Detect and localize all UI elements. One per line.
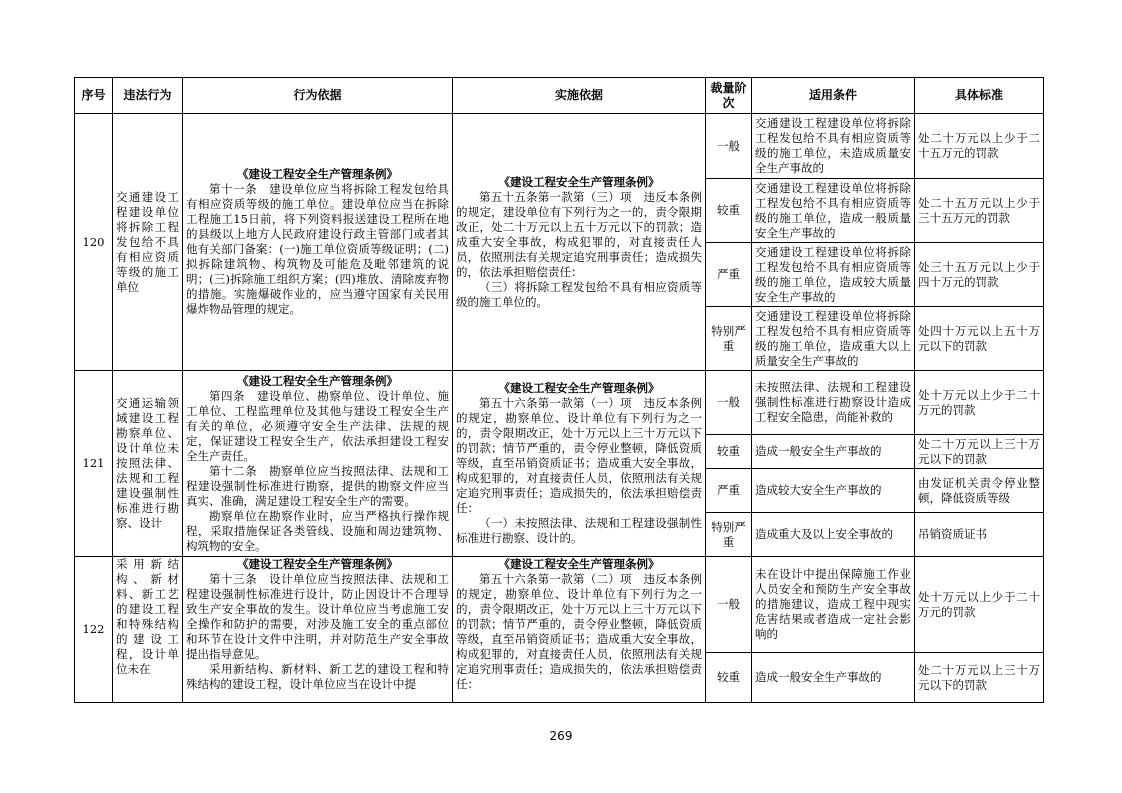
row-number: 121	[75, 371, 113, 557]
standard-cell: 处十万元以上少于二十万元的罚款	[915, 371, 1044, 435]
law-paragraph: 第十一条 建设单位应当将拆除工程发包给具有相应资质等级的施工单位。建设单位应当在拆除工程施工15日前，将下列资料报送建设工程所在地的县级以上地方人民政府建设行政主管部门或者其他有关部门备案：(一)施工单位资质等级证明；(二)拟拆除建筑物、构筑物及可能危及毗邻建筑的说明；(三)拆除施工组织方案；(四)堆放、清除废弃物的措施。实施爆破作业的，应当遵守国家有关民用爆炸物品管理的规定。	[186, 182, 449, 316]
level-cell: 特别严重	[706, 307, 752, 371]
level-cell: 特别严重	[706, 513, 752, 557]
header-basis: 行为依据	[183, 78, 453, 114]
law-title: 《建设工程安全生产管理条例》	[237, 373, 398, 388]
law-title: 《建设工程安全生产管理条例》	[498, 381, 660, 395]
law-paragraph: 第十二条 勘察单位应当按照法律、法规和工程建设强制性标准进行勘察，提供的勘察文件应当真实、准确，满足建设工程安全生产的需要。	[186, 463, 449, 508]
table-row	[75, 114, 1044, 179]
row-number: 122	[75, 557, 113, 703]
header-standard: 具体标准	[915, 78, 1044, 114]
law-paragraph: 第五十五条第一款第（三）项 违反本条例的规定，建设单位有下列行为之一的，责令限期改正，处二十万元以上五十万元以下的罚款；造成重大安全事故，构成犯罪的，对直接责任人员，依照刑法有关规定追究刑事责任；造成损失的，依法承担赔偿责任：	[456, 189, 702, 279]
basis-cell	[183, 114, 453, 371]
implementation-cell	[453, 371, 706, 557]
level-cell: 严重	[706, 469, 752, 513]
condition-cell: 造成一般安全生产事故的	[752, 653, 915, 703]
table-row	[75, 557, 1044, 653]
level-cell: 一般	[706, 557, 752, 653]
law-paragraph: 第五十六条第一款第（二）项 违反本条例的规定，勘察单位、设计单位有下列行为之一的，责令限期改正，处十万元以上三十万元以下的罚款；情节严重的，责令停业整顿，降低资质等级，直至吊销资质证书；造成重大安全事故，构成犯罪的，对直接责任人员，依照刑法有关规定追究刑事责任；造成损失的，依法承担赔偿责任：	[456, 572, 702, 691]
table-header-row	[75, 78, 1044, 114]
violation-cell: 采用新结构、新材料、新工艺的建设工程和特殊结构的建设工程，设计单位未在	[113, 557, 183, 703]
implementation-cell	[453, 114, 706, 371]
condition-cell: 未按照法律、法规和工程建设强制性标准进行勘察设计造成工程安全隐患，尚能补救的	[752, 371, 915, 435]
condition-cell: 交通建设工程建设单位将拆除工程发包给不具有相应资质等级的施工单位，造成一般质量安全生产事故的	[752, 179, 915, 243]
header-no: 序号	[75, 78, 113, 114]
condition-cell: 造成重大及以上安全事故的	[752, 513, 915, 557]
header-level: 裁量阶次	[706, 78, 752, 114]
law-paragraph: 采用新结构、新材料、新工艺的建设工程和特殊结构的建设工程，设计单位应当在设计中提	[186, 662, 449, 691]
condition-cell: 未在设计中提出保障施工作业人员安全和预防生产安全事故的措施建议，造成工程中现实危害结果或者造成一定社会影响的	[752, 557, 915, 653]
standard-cell: 处二十万元以上三十万元以下的罚款	[915, 653, 1044, 703]
standard-cell: 吊销资质证书	[915, 513, 1044, 557]
law-title: 《建设工程安全生产管理条例》	[498, 557, 660, 571]
standard-cell: 由发证机关责令停业整顿，降低资质等级	[915, 469, 1044, 513]
law-paragraph: （一）未按照法律、法规和工程建设强制性标准进行勘察、设计的。	[456, 516, 702, 545]
law-paragraph: （三）将拆除工程发包给不具有相应资质等级的施工单位的。	[456, 279, 702, 309]
condition-cell: 交通建设工程建设单位将拆除工程发包给不具有相应资质等级的施工单位，造成重大以上质量安全生产事故的	[752, 307, 915, 371]
law-paragraph: 勘察单位在勘察作业时，应当严格执行操作规程，采取措施保证各类管线、设施和周边建筑物、构筑物的安全。	[186, 508, 449, 553]
condition-cell: 造成较大安全生产事故的	[752, 469, 915, 513]
level-cell: 较重	[706, 179, 752, 243]
level-cell: 较重	[706, 435, 752, 469]
level-cell: 一般	[706, 371, 752, 435]
page-number: 269	[549, 729, 573, 743]
law-paragraph: 第四条 建设单位、勘察单位、设计单位、施工单位、工程监理单位及其他与建设工程安全生产有关的单位，必须遵守安全生产法律、法规的规定，保证建设工程安全生产，依法承担建设工程安全生产责任。	[186, 388, 449, 463]
law-paragraph: 第十三条 设计单位应当按照法律、法规和工程建设强制性标准进行设计，防止因设计不合理导致生产安全事故的发生。设计单位应当考虑施工安全操作和防护的需要，对涉及施工安全的重点部位和环节在设计文件中注明，并对防范生产安全事故提出指导意见。	[186, 572, 449, 661]
law-title: 《建设工程安全生产管理条例》	[237, 557, 398, 571]
condition-cell: 交通建设工程建设单位将拆除工程发包给不具有相应资质等级的施工单位，未造成质量安全生产事故的	[752, 114, 915, 179]
basis-cell	[183, 371, 453, 557]
header-violation: 违法行为	[113, 78, 183, 114]
condition-cell: 交通建设工程建设单位将拆除工程发包给不具有相应资质等级的施工单位，造成较大质量安全生产事故的	[752, 243, 915, 307]
table-row	[75, 371, 1044, 435]
header-implementation: 实施依据	[453, 78, 706, 114]
condition-cell: 造成一般安全生产事故的	[752, 435, 915, 469]
implementation-cell	[453, 557, 706, 703]
level-cell: 较重	[706, 653, 752, 703]
violation-cell: 交通建设工程建设单位将拆除工程发包给不具有相应资质等级的施工单位	[113, 114, 183, 371]
level-cell: 一般	[706, 114, 752, 179]
row-number: 120	[75, 114, 113, 371]
header-condition: 适用条件	[752, 78, 915, 114]
discretion-standard-table	[74, 77, 1044, 703]
standard-cell: 处十万元以上少于二十万元的罚款	[915, 557, 1044, 653]
law-title: 《建设工程安全生产管理条例》	[498, 174, 660, 189]
basis-cell	[183, 557, 453, 703]
standard-cell: 处二十万元以上少于二十五万元的罚款	[915, 114, 1044, 179]
violation-cell: 交通运输领域建设工程勘察单位、设计单位未按照法律、法规和工程建设强制性标准进行勘察、设计	[113, 371, 183, 557]
law-paragraph: 第五十六条第一款第（一）项 违反本条例的规定，勘察单位、设计单位有下列行为之一的，责令限期改正，处十万元以上三十万元以下的罚款；情节严重的，责令停业整顿，降低资质等级，直至吊销资质证书；造成重大安全事故，构成犯罪的，对直接责任人员，依照刑法有关规定追究刑事责任；造成损失的，依法承担赔偿责任：	[456, 396, 702, 515]
law-title: 《建设工程安全生产管理条例》	[237, 167, 398, 181]
standard-cell: 处四十万元以上五十万元以下的罚款	[915, 307, 1044, 371]
level-cell: 严重	[706, 243, 752, 307]
standard-cell: 处二十五万元以上少于三十五万元的罚款	[915, 179, 1044, 243]
standard-cell: 处三十五万元以上少于四十万元的罚款	[915, 243, 1044, 307]
standard-cell: 处二十万元以上三十万元以下的罚款	[915, 435, 1044, 469]
